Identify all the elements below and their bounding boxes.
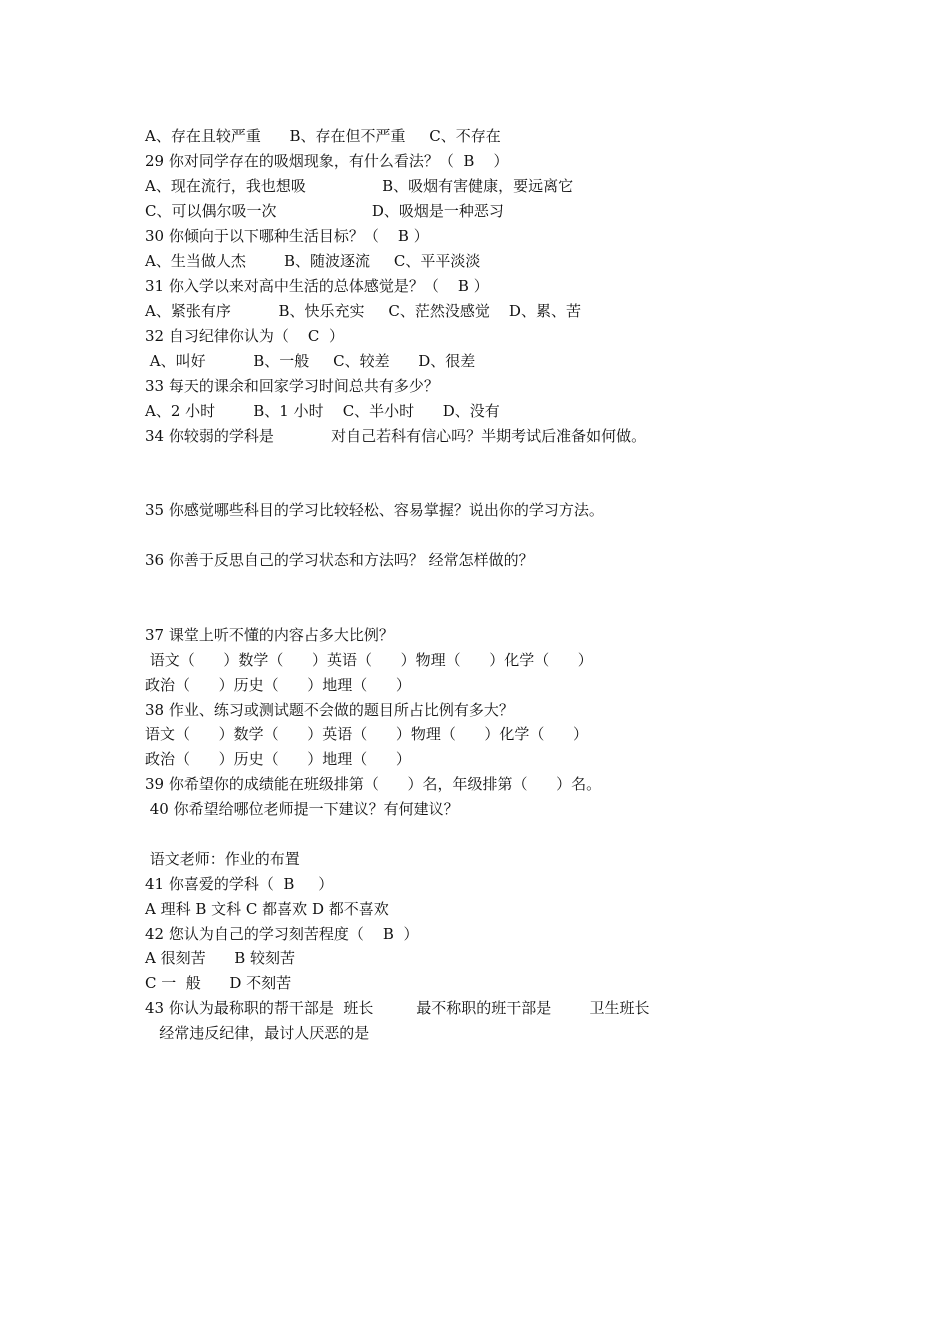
- text-line: A 理科 B 文科 C 都喜欢 D 都不喜欢: [145, 900, 389, 918]
- text-line: A、紧张有序 B、快乐充实 C、茫然没感觉 D、累、苦: [145, 302, 581, 320]
- text-line: 38 作业、练习或测试题不会做的题目所占比例有多大？: [145, 701, 514, 719]
- text-line: A 很刻苦 B 较刻苦: [145, 949, 296, 967]
- text-line: 35 你感觉哪些科目的学习比较轻松、容易掌握？说出你的学习方法。: [145, 501, 604, 519]
- text-line: A、生当做人杰 B、随波逐流 C、平平淡淡: [145, 252, 481, 270]
- text-line: A、2 小时 B、1 小时 C、半小时 D、没有: [145, 402, 500, 420]
- text-line: A、存在且较严重 B、存在但不严重 C、不存在: [145, 127, 501, 145]
- text-line: 语文（ ）数学（ ）英语（ ）物理（ ）化学（ ）: [145, 651, 593, 669]
- text-line: 40 你希望给哪位老师提一下建议？有何建议？: [145, 800, 459, 818]
- text-line: 41 你喜爱的学科（ B ）: [145, 875, 334, 893]
- text-line: 语文老师：作业的布置: [145, 850, 300, 868]
- text-line: C 一 般 D 不刻苦: [145, 974, 292, 992]
- text-line: 37 课堂上听不懂的内容占多大比例？: [145, 626, 394, 644]
- text-line: 42 您认为自己的学习刻苦程度（ B ）: [145, 925, 419, 943]
- text-line: A、现在流行，我也想吸 B、吸烟有害健康，要远离它: [145, 177, 574, 195]
- text-line: C、可以偶尔吸一次 D、吸烟是一种恶习: [145, 202, 504, 220]
- text-line: 39 你希望你的成绩能在班级排第（ ）名，年级排第（ ）名。: [145, 775, 602, 793]
- text-line: A、叫好 B、一般 C、较差 D、很差: [145, 352, 476, 370]
- text-line: 经常违反纪律，最讨人厌恶的是: [145, 1024, 370, 1042]
- text-line: 政治（ ）历史（ ）地理（ ）: [145, 676, 411, 694]
- text-line: 政治（ ）历史（ ）地理（ ）: [145, 750, 411, 768]
- text-line: 语文（ ）数学（ ）英语（ ）物理（ ）化学（ ）: [145, 725, 589, 743]
- text-line: 33 每天的课余和回家学习时间总共有多少？: [145, 377, 439, 395]
- text-line: 34 你较弱的学科是 对自己若科有信心吗？半期考试后准备如何做。: [145, 427, 647, 445]
- text-line: 31 你入学以来对高中生活的总体感觉是？（ B ）: [145, 277, 489, 295]
- text-line: 36 你善于反思自己的学习状态和方法吗？ 经常怎样做的？: [145, 551, 534, 569]
- text-line: 29 你对同学存在的吸烟现象，有什么看法？（ B ）: [145, 152, 509, 170]
- text-line: 43 你认为最称职的帮干部是 班长 最不称职的班干部是 卫生班长: [145, 999, 650, 1017]
- text-line: 32 自习纪律你认为（ C ）: [145, 327, 344, 345]
- text-line: 30 你倾向于以下哪种生活目标？（ B ）: [145, 227, 429, 245]
